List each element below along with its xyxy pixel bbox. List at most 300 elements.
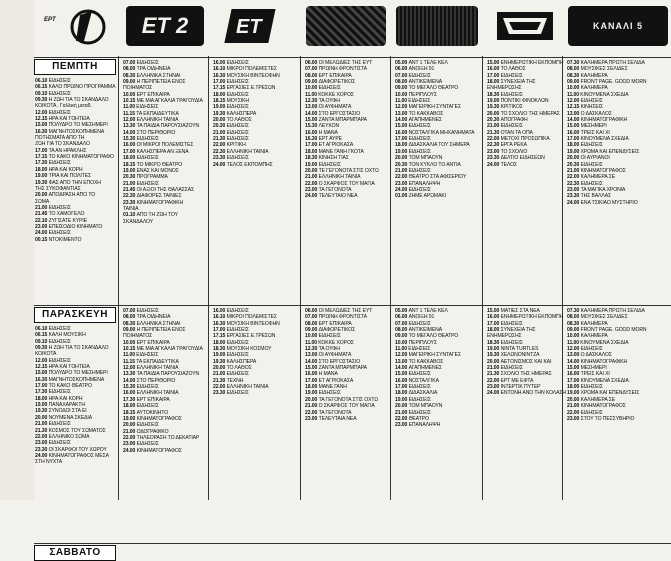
program-time: 17.00 — [305, 377, 319, 384]
program-row — [395, 193, 479, 199]
channel-logo-label: ΚΑΝΑΛΙ 5 — [592, 21, 643, 31]
program-title: Η ΜΑΝΑ — [318, 371, 338, 378]
program-time: 22.00 — [487, 377, 501, 384]
program-time: 07.30 — [567, 60, 581, 66]
program-time: 11.00 — [567, 91, 581, 98]
program-time: 14.00 — [305, 358, 319, 365]
program-time: 07.00 — [305, 66, 319, 73]
program-time: 09.00 — [305, 327, 319, 334]
program-title: ΑΝΤΙΚΕΙΜΕΝΑ — [408, 79, 442, 86]
day-label: ΠΕΜΠΤΗ — [34, 59, 116, 75]
program-time: 21.00 — [305, 174, 319, 181]
program-title: ΕΙΔΗΣΕΙΣ — [226, 79, 249, 86]
program-time: 07.00 — [305, 314, 319, 321]
program-title: ΕΙΔΗΣΕΙΣ — [580, 180, 603, 187]
program-title: ΤΟ ΜΕΓΑΛΟ ΘΕΑΤΡΟ — [408, 85, 459, 92]
program-title: ΕΛΛΗΝΙΚΗ ΤΑΙΝΙΑ — [226, 384, 269, 391]
program-time: 17.00 — [487, 72, 501, 79]
column-divider — [482, 56, 483, 500]
program-time: 14.00 — [567, 117, 581, 124]
program-title: ΕΙΔΗΣΕΙΣ — [136, 403, 159, 410]
program-title: ΣΧΟΛΙΟ ΤΗΣ ΗΜΕΡΑΣ — [500, 371, 552, 378]
program-title: ΜΕ ΜΙΑ ΑΓΚΑΛΙΑ ΤΡΑΓΟΥΔΙΑ — [136, 98, 203, 105]
program-row — [213, 162, 297, 168]
program-time: 08.30 — [567, 320, 581, 327]
program-time: 23.00 — [395, 422, 409, 429]
program-title: ΕΙΔΗΣΕΙΣ — [408, 167, 431, 174]
program-time: 16.30 — [35, 376, 49, 383]
program-time: 19.00 — [35, 173, 49, 180]
program-title: ΕΙΔΗΣΕΙΣ — [408, 186, 431, 193]
program-title: ΗΡΑ ΚΑΙ ΚΟΡΗ — [48, 166, 83, 173]
program-time: 18.00 — [305, 148, 319, 155]
program-time: 19.30 — [487, 352, 501, 359]
program-time: 22.30 — [123, 193, 137, 200]
program-title: ΕΙΔΗΣΕΙΣ — [226, 60, 249, 66]
program-title: ΤΡΕΙΣ ΚΑΙ ΧΙ — [580, 129, 610, 136]
program-time: 22.00 — [305, 409, 319, 416]
program-time: 09.10 — [35, 338, 49, 345]
program-row — [487, 390, 566, 397]
program-time: 20.00 — [487, 110, 501, 117]
program-time: 07.00 — [123, 308, 137, 314]
program-time: 18.30 — [487, 91, 501, 98]
schedule-column-ert2 — [123, 60, 205, 302]
program-time: 15.00 — [487, 308, 501, 314]
program-title: ΚΙΝΟΥΜΕΝΑ ΣΧΕΔΙΑ — [580, 91, 629, 98]
program-time: 15.30 — [305, 123, 319, 130]
program-title: ΚΙΝΟΥΜΕΝΑ ΣΧΕΔΙΑ — [580, 339, 629, 346]
program-title: ΔΙΔΑΣΚΑΛΙΑ ΤΟΥ ΣΗΜΕΡΑ — [408, 142, 470, 149]
program-title: ΕΛΛΗΝΙΚΗ ΤΑΙΝΙΑ — [136, 390, 179, 397]
program-time: 15.00 — [35, 370, 49, 377]
schedule-column-mega — [305, 308, 387, 542]
program-time: 22.00 — [567, 174, 581, 181]
program-title: ΜΟΥΣΙΚΗ ΒΙΝΤΕΟΦΗΝ — [226, 320, 280, 327]
program-title: ΤΗΣ ΣΥΚΟΦΑΝΤΙΑΣ — [35, 185, 81, 192]
program-time: 09.00 — [395, 333, 409, 340]
program-time: 13.00 — [567, 352, 581, 359]
day-separator — [34, 57, 671, 58]
svg-text:ΕΡΤ: ΕΡΤ — [44, 17, 56, 23]
program-time: 20.00 — [35, 414, 49, 421]
program-time: 23.00 — [305, 186, 319, 193]
program-time: 15.00 — [487, 60, 501, 66]
program-title: ΑΝΟΙΞΗ 91 — [408, 314, 435, 321]
program-title: ΤΕΧΝΗ — [226, 377, 244, 384]
program-time: 07.00 — [395, 320, 409, 327]
channel-logo-ert2 — [126, 6, 204, 46]
program-title: ΛΕΥΚΟΝ — [318, 123, 340, 130]
program-title: ΕΙΔΗΣΕΙΣ — [318, 390, 341, 397]
program-title: ΕΙΔΗΣΕΙΣ — [226, 352, 249, 359]
program-title: ΚΙΝΗΜΑΤΟΓΡΑΦΟΣ — [136, 415, 182, 422]
schedule-column-et3 — [213, 60, 297, 302]
program-time: 21.30 — [487, 129, 501, 136]
program-time: 21.00 — [35, 204, 49, 211]
program-title: ΑΓΑΠΗΜΕΝΕΣ — [408, 117, 442, 124]
program-time: 12.30 — [305, 98, 319, 105]
program-time: 24.00 — [395, 186, 409, 193]
program-time: 09.30 — [35, 97, 49, 104]
channel-logo-et3 — [214, 6, 294, 46]
program-time: 22.00 — [35, 433, 49, 440]
program-title: ΕΠΑΝΑΛΗΨΗ — [408, 180, 441, 187]
program-title: Η ΠΕΡΙΠΕΤΕΙΑ ΕΝΟΣ — [136, 79, 186, 86]
program-time: 20.00 — [213, 365, 227, 372]
program-title: ΤΑ ΟΥΦΗ — [318, 98, 340, 105]
program-title: ΕΝΗΜΕΡΩΣΗΣ — [487, 333, 522, 340]
program-time: 08.00 — [305, 72, 319, 79]
program-time: 11.00 — [305, 339, 319, 346]
program-title: ΕΙΔΗΣΕΙΣ — [136, 352, 159, 359]
program-title: ΤΟ ΛΑΘΟΣ — [226, 365, 252, 372]
program-title: ΕΙΔΗΣΕΙΣ — [408, 98, 431, 105]
program-title: ΟΙ ΑΥΡΙΑΝΟΙ — [580, 155, 610, 162]
program-time: 16.00 — [305, 129, 319, 136]
program-time: 23.00 — [395, 180, 409, 187]
program-time: 08.30 — [123, 72, 137, 79]
program-time: 11.00 — [123, 104, 137, 111]
program-title: ΤΕ ΓΕΓΟΝΟΤΑ ΣΤΙΣ ΟΧΤΩ — [318, 167, 379, 174]
program-time: 21.00 — [213, 129, 227, 136]
program-time: 23.00 — [123, 441, 137, 448]
program-time: 12.00 — [395, 352, 409, 359]
program-time: 16.30 — [305, 136, 319, 143]
program-title: ΚΡΙΤΙΚΟΣ — [500, 104, 523, 111]
program-time: 18.00 — [305, 384, 319, 391]
program-title: ΜΕΣΗΜΕΡΙ — [580, 123, 607, 130]
program-time: 12.00 — [123, 117, 137, 124]
program-time: 19.30 — [213, 110, 227, 117]
program-time: 12.00 — [567, 98, 581, 105]
program-time: 08.00 — [567, 314, 581, 321]
program-time: 22.00 — [213, 142, 227, 149]
program-title: ΜΟΥΣΙΚΗ ΚΟΣΜΟΥ — [226, 346, 272, 353]
column-divider — [300, 56, 301, 500]
program-time: 10.00 — [395, 339, 409, 346]
program-title: ΕΡΤ ΕΠΙΚΑΙΡΑ — [136, 396, 170, 403]
program-time: 22.30 — [567, 180, 581, 187]
program-time: 20.00 — [35, 192, 49, 199]
program-time: 16.30 — [35, 128, 49, 135]
program-time: 06.10 — [35, 78, 49, 84]
program-title: ΕΙΔΗΣΕΙΣ — [580, 98, 603, 105]
program-title: ΤΕΛΟΣ ΕΚΠΟΜΠΗΣ — [226, 161, 273, 168]
program-title: Η ΖΩΗ ΤΙΑ ΤΟ ΣΚΑΝΔΑΛΟ — [48, 97, 109, 104]
program-title: ΝΟΣΤΑΛΓΙΚΑ ΜΗΧΑΝΗΜΑΤΑ — [408, 129, 475, 136]
program-time: 22.00 — [213, 384, 227, 391]
program-title: ΟΙ ΜΕΛΩΔΙΕΣ ΤΗΣ ΕΥΤ — [318, 308, 373, 314]
program-time: 21.30 — [213, 136, 227, 143]
program-time: 10.00 — [567, 333, 581, 340]
program-title: ΕΙΔΗΣΕΙΣ — [48, 338, 71, 345]
channel-logo-bar — [34, 2, 671, 54]
program-title: ΜΙΚΡΟΙ ΠΟΛΕΜΙΣΤΕΣ — [226, 314, 277, 321]
program-title: ΕΙΔΗΣΕΙΣ — [408, 346, 431, 353]
program-time: 24.00 — [487, 161, 501, 168]
program-title: ΕΛΛΗΝΙΚΗ ΤΑΙΝΙΑ — [136, 117, 179, 124]
program-time: 13.00 — [305, 104, 319, 111]
program-title: ΧΡΩΜΑ ΚΑΙ ΕΠΕΝΔΥΣΕΙΣ — [580, 390, 640, 397]
program-time: 13.00 — [395, 358, 409, 365]
program-title: ΕΙΔΗΣΕΙΣ — [318, 85, 341, 92]
program-time: 13.00 — [395, 110, 409, 117]
program-time: 21.00 — [567, 167, 581, 174]
program-time: 20.30 — [395, 161, 409, 168]
program-time: 19.30 — [213, 358, 227, 365]
program-time: 12.15 — [567, 104, 581, 111]
program-time: 21.45 — [123, 186, 137, 193]
program-title: ΕΝΤΟΝΗ ΑΝΟ ΤΗΝ ΚΟΛΑΣΗ — [500, 390, 566, 397]
program-time: 18.00 — [395, 390, 409, 397]
program-time: 16.10 — [213, 314, 227, 321]
ert1-logo-icon — [40, 7, 110, 45]
program-time: 20.00 — [213, 117, 227, 124]
program-time: 23.00 — [35, 440, 49, 447]
program-title: ΙΝΤΕΡΤΙΚ ΠΥΤΕΡ — [500, 384, 541, 391]
program-time: 15.30 — [123, 136, 137, 143]
program-time: 16.00 — [123, 142, 137, 149]
program-time: 10.00 — [305, 85, 319, 92]
program-time: 06.00 — [395, 314, 409, 321]
program-time: 23.00 — [487, 384, 501, 391]
program-title: ΕΙΔΗΣΕΙΣ — [48, 421, 71, 428]
channel-logo-new — [489, 6, 561, 46]
program-time: 19.00 — [123, 415, 137, 422]
program-title: ΜΙΚΡΟΙ ΠΟΛΕΜΙΣΤΕΣ — [226, 66, 277, 73]
program-time: 10.00 — [305, 333, 319, 340]
program-time: 20.00 — [487, 358, 501, 365]
program-time: 16.30 — [213, 320, 227, 327]
column-divider — [390, 56, 391, 500]
program-title: ΚΙΝΗΜΑΤΟΓΡΑΦΟΣ — [136, 447, 182, 454]
program-title: ΕΙΔΗΣΕΙΣ — [48, 204, 71, 211]
program-title: ΚΑΛΗΜΕΡΑ ΠΡΩΤΗ ΣΕΛΙΔΑ — [580, 60, 645, 66]
program-time: 17.00 — [35, 383, 49, 390]
program-title: ΔΙΑΦΟΡΕΤΙΚΟΣ — [318, 79, 356, 86]
program-time: 16.30 — [213, 72, 227, 79]
program-title: ΕΙΔΗΣΕΙΣ — [500, 339, 523, 346]
program-title: ΤΗΛΕΟΡΑΣΗ ΤΟ ΔΕΚΑΤΙΑΡ — [136, 434, 200, 441]
schedule-column-ert1 — [35, 326, 115, 542]
schedule-grid — [34, 56, 671, 558]
program-time: 24.00 — [123, 447, 137, 454]
program-time: 12.00 — [395, 104, 409, 111]
program-title: ΘΕΑΤΡΟ ΣΤΑ ΑΦΙΣΕΡΙΟΥ — [408, 174, 467, 181]
program-time: 16.00 — [487, 66, 501, 73]
program-title: ΖΩΗ ΓΙΑ ΤΟ ΣΚΑΝΔΑΛΟ — [35, 141, 90, 148]
program-time: 21.30 — [487, 371, 501, 378]
program-title: ΚΑΛΗΜΕΡΑ — [580, 333, 608, 340]
program-time: 16.00 — [567, 371, 581, 378]
program-time: 19.00 — [395, 148, 409, 155]
program-time: 11.15 — [123, 110, 137, 117]
program-time: 16.10 — [213, 66, 227, 73]
program-title: ΑΝΤ 1 ΤΕΛΕ ΚΕΛ — [408, 308, 448, 314]
program-time: 00.15 — [35, 236, 49, 243]
program-title: ΤΟ ΣΧΟΛΙΟ — [500, 148, 528, 155]
program-time: 16.00 — [487, 314, 501, 321]
program-time: 12.00 — [35, 357, 49, 364]
program-title: ΠΡΩΙΝΗ ΦΡΟΝΤΙΣΤΑ — [318, 314, 367, 321]
program-row — [35, 237, 115, 243]
program-title: ΕΙΔΗΣΕΙΣ — [580, 409, 603, 416]
program-title: ΚΑΛΗΣΠΕΡΑ ΑΝ ΞΕΝΑ — [136, 148, 189, 155]
program-title: ΕΡΤ ΕΠΙΚΑΙΡΑ — [318, 72, 352, 79]
program-row — [567, 416, 664, 422]
program-time: 19.00 — [305, 161, 319, 168]
program-title: ΕΡΓΑ ΡΕΚΑ — [500, 142, 527, 149]
program-title: ΣΚΑΝΔΑΛΟΥ — [123, 218, 154, 225]
program-title: ΕΙΔΗΣΕΙΣ — [226, 155, 249, 162]
program-title: ΕΙΔΗΣΕΙΣ — [580, 346, 603, 353]
program-time: 15.00 — [305, 117, 319, 124]
program-title: ΤΕΛΟΣ — [500, 161, 517, 168]
program-title: ΕΙΔΗΣΕΙΣ — [226, 390, 249, 397]
program-time: 17.00 — [567, 136, 581, 143]
program-time: 14.00 — [395, 365, 409, 372]
program-time: 20.00 — [395, 155, 409, 162]
program-title: ΤΟ ΛΑΘΟΣ — [226, 117, 252, 124]
program-title: ΤΟΝ ΚΥΚΛΟ ΤΟ ΑΝΤΙΑ — [408, 161, 461, 168]
program-time: 17.30 — [35, 160, 49, 167]
program-time: 23.30 — [123, 199, 137, 206]
program-time: 09.00 — [305, 79, 319, 86]
program-time: 17.30 — [35, 389, 49, 396]
program-title: ΚΟΙΚΟΤΑ — [35, 351, 57, 358]
program-time: 17.00 — [395, 384, 409, 391]
program-title: ΕΙΔΗΣΕΙΣ — [48, 78, 71, 84]
program-time: 23.30 — [35, 446, 49, 453]
program-time: 17.00 — [123, 148, 137, 155]
program-title: ΤΑ ΓΕΓΟΝΟΤΑ — [318, 409, 352, 416]
program-time: 12.00 — [35, 109, 49, 116]
program-title: ΚΙΝΗΣΕΙΣ — [580, 104, 604, 111]
program-title: ΚΑΛΗΜΕΡΑ — [580, 320, 608, 327]
program-title: ΤΑΙΝΙΑ — [123, 205, 139, 212]
program-title: ΣΤΟ ΕΡΓΟΣΤΑΣΙΟ — [318, 110, 361, 117]
program-time: 12.00 — [567, 346, 581, 353]
program-title: ΤΟΜ ΜΠΑΟΥΝ — [408, 403, 443, 410]
program-time: 19.00 — [487, 98, 501, 105]
program-time: 08.00 — [395, 79, 409, 86]
program-title: ΕΤ ΑΓΡΙΟΚΑΣΑ — [318, 142, 354, 149]
program-time: 18.00 — [567, 384, 581, 391]
program-time: 12.30 — [305, 346, 319, 353]
program-time: 15.00 — [395, 371, 409, 378]
program-time: 11.00 — [567, 339, 581, 346]
program-title: ΤΡΑ ΟΙΔΗΝΕΙΑ — [136, 314, 171, 321]
program-title: ΣΤΟ ΠΕΡΙΘΩΡΙΟ — [136, 129, 176, 136]
program-title: ΕΙΔΗΣΕΙΣ — [136, 384, 159, 391]
program-time: 06.00 — [395, 66, 409, 73]
program-time: 21.00 — [395, 409, 409, 416]
program-time: 19.30 — [35, 408, 49, 415]
program-time: 24.00 — [35, 452, 49, 459]
program-time: 13.00 — [305, 352, 319, 359]
program-time: 05.00 — [395, 60, 409, 66]
program-title: ΔΙΑΦΟΡΕΣ ΤΑΙΝΙΕΣ — [136, 193, 182, 200]
program-row — [395, 422, 479, 428]
program-title: ΑΓΑΠΗΜΕΝΕΣ — [408, 365, 442, 372]
program-time: 24.00 — [213, 161, 227, 168]
program-time: 06.00 — [305, 60, 319, 66]
program-row — [305, 416, 387, 422]
program-title: ΚΙΝΗΜΑΤΟΓΡΑΦΙΚΗ — [136, 199, 184, 206]
program-title: ΚΑΛΟ ΠΡΩΙΝΟ ΠΡΟΓΡΑΜΜΑ — [48, 84, 116, 91]
program-time: 18.00 — [395, 142, 409, 149]
program-time: 19.30 — [35, 179, 49, 186]
left-margin — [0, 0, 34, 500]
program-time: 18.00 — [213, 339, 227, 346]
program-time: 16.00 — [567, 129, 581, 136]
program-title: ΠΡΩΙΝΗ ΦΡΟΝΤΙΣΤΑ — [318, 66, 367, 73]
program-time: 23.00 — [305, 415, 319, 422]
program-time: 16.00 — [395, 129, 409, 136]
program-title: Η ΖΩΗ ΤΙΑ ΤΟ ΣΚΑΝΔΑΛΟ — [48, 345, 109, 352]
program-title: ΤΟ ΚΑΚΚΑΒΟΣ — [408, 110, 444, 117]
program-title: ΖΑΝΤΑ ΜΠΑΡΜΠΑΡΑ — [318, 117, 367, 124]
program-time: 10.00 — [123, 91, 137, 98]
program-time: 16.00 — [213, 60, 227, 66]
program-title: ΕΡΤ ΜΕ ΕΦΤΑ — [500, 377, 534, 384]
program-time: 22.00 — [395, 415, 409, 422]
program-title: ΣΤΟΥ ΤΟ ΠΕΣΣΥΒΗΡΙΟ — [580, 415, 635, 422]
program-time: 18.00 — [123, 403, 137, 410]
program-title: ΠΟΤΗΣΜΑΤΑ ΑΠΟ ΤΗ — [35, 135, 85, 142]
program-time: 12.15 — [35, 364, 49, 371]
program-time: 19.30 — [487, 104, 501, 111]
program-title: ΚΙΝΗΜΑΤΟΓΡΑΦΟΣ — [580, 403, 626, 410]
channel-logo-label: ΕΤ 2 — [141, 13, 189, 38]
program-time: 21.00 — [123, 428, 137, 435]
program-time: 07.00 — [395, 72, 409, 79]
program-title: ΚΟΙΚΟΤΑ . Γαλλική μεταδ. — [35, 103, 92, 110]
channel-logo-mega — [306, 6, 386, 46]
program-title: ΕΙΔΗΣΕΙΣ — [48, 326, 71, 332]
program-time: 23.00 — [567, 415, 581, 422]
program-time: 17.15 — [213, 85, 227, 92]
program-title: ΕΡΤ ΕΠΙΚΑΙΡΑ — [136, 339, 170, 346]
program-time: 14.00 — [395, 117, 409, 124]
program-title: ΚΑΛΗΜΕΡΑ — [580, 72, 608, 79]
program-title: ΠΟΛΥΔΡΟ ΤΟ ΜΕΣΗΜΕΡΙ — [48, 122, 108, 129]
program-title: ΠΕΡΙΠΛΟΥΣ — [408, 91, 437, 98]
program-time: 14.00 — [567, 358, 581, 365]
program-time: 17.00 — [567, 377, 581, 384]
program-title: ΚΑΛΗΜΕΡΑ ΣΕ — [580, 396, 616, 403]
program-title: ΤΟ ΚΑΚΚΑΒΟΣ — [408, 358, 444, 365]
program-time: 20.30 — [567, 161, 581, 168]
program-title: ΕΙΔΗΣΕΙΣ — [408, 384, 431, 391]
schedule-column-new — [487, 308, 566, 542]
program-title: ΚΑΛΗΣΠΕΡΑ — [226, 110, 257, 117]
program-time: 20.00 — [567, 155, 581, 162]
column-divider — [208, 56, 209, 500]
program-title: ΚΙΝΗΣΗ ΤΙΑΣ — [318, 155, 349, 162]
program-time: 07.30 — [567, 308, 581, 314]
program-title: ΕΡΓΑΣΙΕΣ Ε.ΤΡΕΣΩΝ — [226, 85, 276, 92]
program-title: ΖΗΜΕ ΑΡΩΜΑΚΙ — [408, 193, 446, 200]
program-title: ΣΩΜΑ — [35, 198, 50, 205]
svg-text:ET: ET — [236, 16, 262, 38]
day-label: ΣΑΒΒΑΤΟ — [34, 545, 116, 561]
program-time: 22.00 — [567, 409, 581, 416]
program-time: 22.00 — [395, 174, 409, 181]
program-title: ΔΕΛΤΙΟ ΕΙΔΗΣΕΩΝ — [500, 155, 545, 162]
program-time: 08.00 — [395, 327, 409, 334]
